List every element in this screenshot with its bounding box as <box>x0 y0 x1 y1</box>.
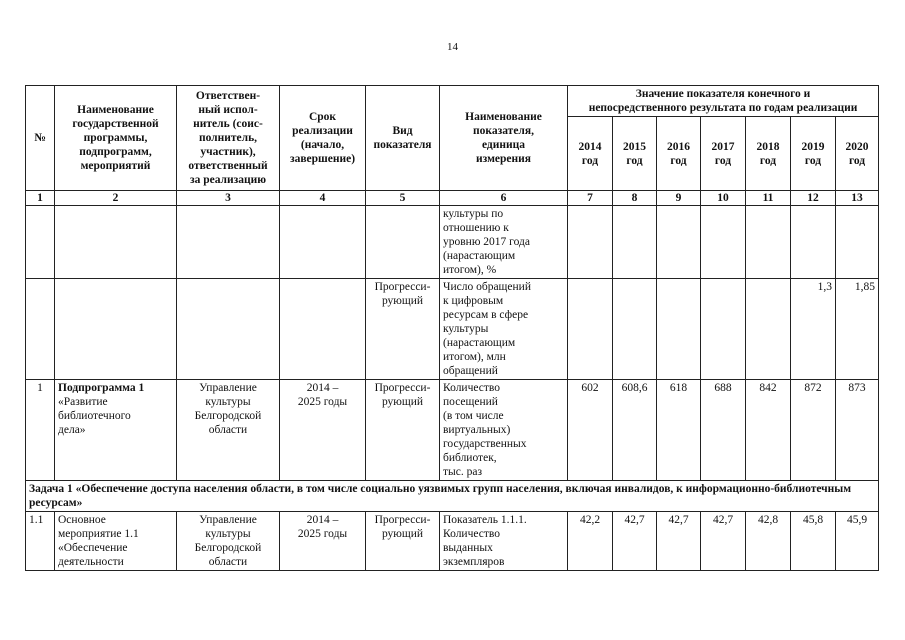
table-row <box>26 279 879 380</box>
row-value: 42,7 <box>657 512 701 571</box>
page-number: 14 <box>447 41 458 53</box>
row-period: 2014 – 2025 годы <box>280 512 366 571</box>
column-number: 5 <box>366 191 440 206</box>
row-value: 602 <box>568 380 613 481</box>
row-value <box>568 279 613 380</box>
row-indicator-name: Число обращений к цифровым ресурсам в сфере культуры (нарастающим итогом), млн обращений <box>440 279 568 380</box>
row-value: 688 <box>701 380 746 481</box>
row-program-name <box>55 380 177 481</box>
header-responsible: Ответствен- ный испол- нитель (соис- полнитель, участник), ответственный за реализацию <box>177 86 280 191</box>
row-value: 42,2 <box>568 512 613 571</box>
subprogram-name: «Развитие библиотечного дела» <box>58 396 131 436</box>
column-number: 11 <box>746 191 791 206</box>
header-year: 2015 год <box>613 117 657 191</box>
row-responsible: Управление культуры Белгородской области <box>177 512 280 571</box>
row-indicator-type <box>366 206 440 279</box>
header-period: Срок реализации (начало, завершение) <box>280 86 366 191</box>
row-value: 1,85 <box>836 279 879 380</box>
indicators-table <box>25 85 879 571</box>
row-period: 2014 – 2025 годы <box>280 380 366 481</box>
row-period <box>280 279 366 380</box>
row-value <box>836 206 879 279</box>
row-value <box>568 206 613 279</box>
row-value: 42,7 <box>613 512 657 571</box>
row-value <box>657 279 701 380</box>
column-number: 12 <box>791 191 836 206</box>
row-value <box>613 279 657 380</box>
task-row <box>26 481 879 512</box>
column-number: 13 <box>836 191 879 206</box>
table-row <box>26 380 879 481</box>
column-number: 1 <box>26 191 55 206</box>
header-year: 2014 год <box>568 117 613 191</box>
row-value: 608,6 <box>613 380 657 481</box>
column-number: 10 <box>701 191 746 206</box>
row-value <box>701 279 746 380</box>
row-value: 842 <box>746 380 791 481</box>
row-value <box>701 206 746 279</box>
header-year: 2020 год <box>836 117 879 191</box>
row-value: 45,9 <box>836 512 879 571</box>
row-number: 1.1 <box>26 512 55 571</box>
header-values-group: Значение показателя конечного и непосредственного результата по годам реализации <box>568 86 879 117</box>
header-program-name: Наименование государственной программы, подпрограмм, мероприятий <box>55 86 177 191</box>
row-value: 873 <box>836 380 879 481</box>
column-number: 2 <box>55 191 177 206</box>
row-value <box>746 206 791 279</box>
row-number: 1 <box>26 380 55 481</box>
row-number <box>26 206 55 279</box>
row-value: 618 <box>657 380 701 481</box>
column-number-row <box>26 191 879 206</box>
table-row <box>26 512 879 571</box>
subprogram-title: Подпрограмма 1 <box>58 382 145 394</box>
column-number: 6 <box>440 191 568 206</box>
column-number: 9 <box>657 191 701 206</box>
row-responsible <box>177 206 280 279</box>
row-indicator-type: Прогресси- рующий <box>366 279 440 380</box>
row-responsible <box>177 279 280 380</box>
header-number: № <box>26 86 55 191</box>
row-value <box>657 206 701 279</box>
header-year: 2019 год <box>791 117 836 191</box>
row-number <box>26 279 55 380</box>
row-value: 45,8 <box>791 512 836 571</box>
row-value <box>791 206 836 279</box>
row-indicator-name: Показатель 1.1.1. Количество выданных экземпляров <box>440 512 568 571</box>
row-period <box>280 206 366 279</box>
row-value: 872 <box>791 380 836 481</box>
row-indicator-name: Количество посещений (в том числе виртуальных) государственных библиотек, тыс. раз <box>440 380 568 481</box>
table-row <box>26 206 879 279</box>
row-indicator-name: культуры по отношению к уровню 2017 года (нарастающим итогом), % <box>440 206 568 279</box>
column-number: 4 <box>280 191 366 206</box>
row-value <box>613 206 657 279</box>
row-value: 42,8 <box>746 512 791 571</box>
header-year: 2018 год <box>746 117 791 191</box>
row-program-name: Основное мероприятие 1.1 «Обеспечение деятельности <box>55 512 177 571</box>
task-title: Задача 1 «Обеспечение доступа населения области, в том числе социально уязвимых групп населения, включая инвалидов, к информационно-библиотечным ресурсам» <box>26 481 879 512</box>
column-number: 8 <box>613 191 657 206</box>
row-responsible: Управление культуры Белгородской области <box>177 380 280 481</box>
row-program-name <box>55 279 177 380</box>
header-indicator-type: Вид показателя <box>366 86 440 191</box>
column-number: 3 <box>177 191 280 206</box>
row-program-name <box>55 206 177 279</box>
row-value <box>746 279 791 380</box>
column-number: 7 <box>568 191 613 206</box>
header-year: 2016 год <box>657 117 701 191</box>
header-indicator-name: Наименование показателя, единица измерения <box>440 86 568 191</box>
row-value: 42,7 <box>701 512 746 571</box>
header-year: 2017 год <box>701 117 746 191</box>
row-indicator-type: Прогресси- рующий <box>366 512 440 571</box>
header-row-top <box>26 86 879 117</box>
row-indicator-type: Прогресси- рующий <box>366 380 440 481</box>
row-value: 1,3 <box>791 279 836 380</box>
